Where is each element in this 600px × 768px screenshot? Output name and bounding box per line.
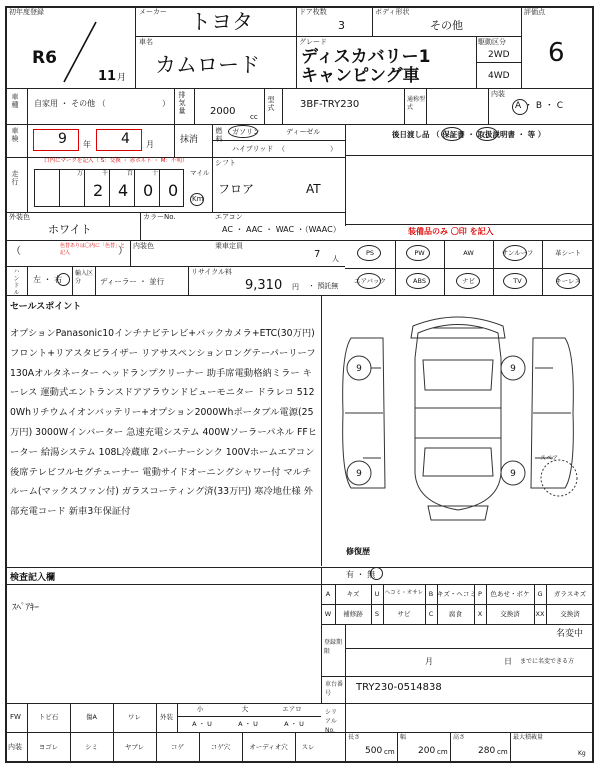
recycle-status: ・ 預託無 <box>308 282 339 290</box>
mileage-digit-2: 4 <box>118 181 129 200</box>
inspection-cancel: 抹消 <box>180 135 199 145</box>
serial-label: シリアルNo. <box>325 709 338 734</box>
drive-opt2: 4WD <box>488 71 510 81</box>
equip-airbag-circle <box>357 273 381 289</box>
inspection-month-unit: 月 <box>146 140 154 149</box>
fw-small-opts: A ・ U <box>192 720 212 728</box>
tire-mark-rl: 9 <box>356 469 362 479</box>
inspection-label: 車検 <box>11 127 19 143</box>
fw-label: FW <box>10 713 21 721</box>
equip-keyless-circle <box>556 273 580 289</box>
equip-abs: ABS <box>413 277 426 285</box>
displacement-unit: cc <box>250 113 258 121</box>
kind-label: 車種 <box>11 93 19 109</box>
legend-s-text: サビ <box>397 610 411 618</box>
legend-s-code: S <box>374 610 380 618</box>
maker-value: トヨタ <box>190 10 253 34</box>
dims-length-label: 長さ <box>348 734 361 741</box>
legend-w-text: 補修跡 <box>343 610 363 618</box>
fuel-opt3: ハイブリッド <box>232 145 274 153</box>
legend-b-code: B <box>428 590 434 598</box>
mileage-km-circle <box>190 193 204 206</box>
aircon-label: エアコン <box>215 213 243 221</box>
fw-item-tobiishi: トビ石 <box>38 713 59 721</box>
chassis-label: 車台番号 <box>325 681 344 697</box>
handle-label: ハンドル <box>12 268 19 296</box>
repair-label: 修復歴 <box>346 547 370 556</box>
mileage-digit-3: 0 <box>143 181 154 200</box>
dims-load-label: 最大積載量 <box>513 734 544 741</box>
car-diagram <box>323 298 593 528</box>
model-label: 型式 <box>267 96 275 112</box>
equip-navi-circle <box>456 273 480 289</box>
drive-opt1: 2WD <box>488 50 510 60</box>
tire-mark-fr: 9 <box>510 364 516 374</box>
dims-load-unit: Kg <box>578 750 586 757</box>
mileage-digits <box>30 166 188 210</box>
equip-tv: TV <box>513 277 522 285</box>
registration-label: 登録期限 <box>324 639 343 655</box>
capacity-unit: 人 <box>332 255 339 263</box>
equip-keyless: キーレス <box>555 277 581 285</box>
legend-u-text: ヘコミ・オサレ <box>384 590 424 596</box>
dims-width-unit: cm <box>437 748 448 756</box>
fuel-label: 燃料 <box>215 127 223 143</box>
color-value: ホワイト <box>48 223 92 236</box>
fuel-opt1: ガソリン <box>232 128 260 136</box>
in-item-audio: オーディオ穴 <box>249 743 288 751</box>
in-item-yabure: ヤブレ <box>124 743 145 751</box>
maker-label: メーカー <box>139 8 167 16</box>
registration-note: までに名変できる方 <box>520 658 575 665</box>
mileage-label: 走行 <box>11 170 19 186</box>
shift-type: AT <box>306 182 321 196</box>
color-label: 外装色 <box>9 213 30 221</box>
dims-width: 200 <box>418 746 436 756</box>
mileage-unit-sen: 千 <box>102 170 109 177</box>
mileage-unit-man: 万 <box>77 170 84 177</box>
fw-small-label: 小 <box>196 705 204 713</box>
fw-aero-label: エアロ <box>282 705 302 713</box>
inspection-year-box <box>33 129 79 151</box>
dims-length: 500 <box>365 746 383 756</box>
handle-value: 左 ・ 右 <box>33 275 63 284</box>
year-label: 初年度登録 <box>9 8 44 16</box>
dims-height-label: 高さ <box>453 734 466 741</box>
grade-line1: ディスカバリー1 <box>301 47 431 67</box>
inspection-year: 9 <box>58 131 67 147</box>
legend-p-code: P <box>478 590 482 598</box>
legend-g-code: G <box>537 590 543 598</box>
color-change-note: 色替ありは〇内に「色替」と記入 <box>60 243 126 256</box>
in-label: 内装 <box>8 743 22 751</box>
dims-width-label: 幅 <box>400 734 407 741</box>
legend-xx-text: 交換済 <box>560 610 580 618</box>
legend-x-text: 交換済 <box>500 610 520 618</box>
aircon-value: AC ・ AAC ・ WAC ・（WAAC） <box>222 225 341 234</box>
doors-value: 3 <box>338 19 345 32</box>
inspection-month-box <box>96 129 142 151</box>
equip-aw: AW <box>463 249 474 257</box>
meihen-value: 名変中 <box>556 629 584 639</box>
equip-leather: 革シート <box>555 249 581 257</box>
spare-label: スペア <box>539 455 559 462</box>
recycle-value: 9,310 <box>245 278 283 293</box>
equip-ps-circle <box>357 245 381 261</box>
grade-line2: キャンピング車 <box>301 66 420 86</box>
mileage-note: 口内にマークを記入（ S：交換 ・ 赤ボルト ・ M：不明） <box>44 158 188 164</box>
legend-xx-code: XX <box>535 610 545 618</box>
mileage-km: Km <box>192 195 204 203</box>
dims-length-unit: cm <box>384 748 395 756</box>
fw-aero-opts: A ・ U <box>284 720 304 728</box>
inspector-notes-value: ｽﾍﾟｱｷｰ <box>12 603 40 613</box>
repair-value: 有 ・ 無 <box>346 570 376 579</box>
equip-pw: PW <box>414 249 425 257</box>
registration-month: 月 <box>425 657 433 666</box>
import-label: 輸入区分 <box>75 270 94 285</box>
model-value: 3BF-TRY230 <box>300 99 360 110</box>
interior-value: A ・ B ・ C <box>515 101 564 111</box>
fuel-opt4: （ <box>278 145 285 153</box>
drive-label: 駆動区分 <box>478 38 506 46</box>
legend-a-text: キズ <box>346 590 360 598</box>
repair-none-circle <box>370 567 383 580</box>
equipment-header: 後日渡し品 （ 保証書 ・ 取扱説明書 ・ 等 ） <box>392 130 546 139</box>
in-item-kogeana: コゲ穴 <box>210 743 231 751</box>
recycle-label: リサイクル料 <box>191 268 233 276</box>
equip-sunroof-circle <box>503 245 527 261</box>
mileage-digit-4: 0 <box>168 181 179 200</box>
chassis-value: TRY230-0514838 <box>356 682 442 693</box>
dims-height-unit: cm <box>497 748 508 756</box>
equipment-title: 装備品のみ 〇印 を記入 <box>408 227 494 236</box>
car-name-value: カムロード <box>155 53 260 77</box>
capacity-label: 乗車定員 <box>215 242 243 250</box>
manual-circle <box>476 127 498 141</box>
registration-day: 日 <box>504 657 512 666</box>
interior-a-circle <box>512 99 528 115</box>
mileage-digit-1: 2 <box>93 181 104 200</box>
legend-a-code: A <box>325 590 331 598</box>
inspection-year-unit: 年 <box>83 140 91 149</box>
equip-ps: PS <box>365 249 375 257</box>
body-type-label: ボディ形状 <box>375 8 410 16</box>
tire-mark-rr: 9 <box>510 469 516 479</box>
equip-airbag: エアバック <box>354 277 386 285</box>
dims-height: 280 <box>478 746 496 756</box>
equip-pw-circle <box>406 245 430 261</box>
fw-large-opts: A ・ U <box>238 720 258 728</box>
legend-u-code: U <box>374 590 380 598</box>
shift-label: シフト <box>215 159 236 167</box>
legend-b-text: キズ・ヘコミ <box>437 590 476 598</box>
fw-ext-label: 外装 <box>160 713 173 721</box>
warranty-circle <box>441 127 463 141</box>
legend-g-text: ガラスキズ <box>553 590 587 598</box>
kind-value: 自家用 ・ その他 （ <box>34 99 106 108</box>
inspector-notes-label: 検査記入欄 <box>10 573 56 583</box>
in-item-koge: コゲ <box>171 743 184 751</box>
sales-points-text: オプションPanasonic10インチナビテレビ+バックカメラ+ETC(30万円) フロント+リアスタビライザー リアサスペンションロングテーパーリーフ 130Aオルタネーター ヘッドランプクリーナー 助手席電動格納ミラー キーレス 運動式エントランスドアアラウンドビューモニター ドラレコ 5120Whリチウムイオンバッテリー+オプション2000Whポータブル電源(25万円) 3000Wインバーター 急速充電システム 400Wソーラーパネル FFヒーター 給湯システム 108L冷蔵庫 2バーナーシンク 100Vホームエアコン 後席テレビフルセグチューナー 電動サイドオーニングシャワー付 マルチルーム(マックスファン付) ガラスコーティング済(33万円) 寒冷地仕様 外部充電コード 新車3年保証付 <box>10 328 318 518</box>
fuel-opt2: ディーゼル <box>286 128 321 136</box>
fw-item-kizu: 傷A <box>86 713 97 721</box>
score-value: 6 <box>548 38 565 68</box>
recycle-unit: 円 <box>292 283 299 291</box>
displacement-label: 排気量 <box>178 91 186 115</box>
in-item-yogore: ヨゴレ <box>38 743 59 751</box>
legend-p-text: 色あせ・ボケ <box>490 590 530 598</box>
kind-close: ） <box>162 99 170 108</box>
year-slash <box>60 20 100 84</box>
mileage-mile: マイル <box>190 169 210 177</box>
legend-c-code: C <box>428 610 434 618</box>
fuel-opt5: ） <box>330 145 337 153</box>
equip-sunroof: サンルーフ <box>501 249 534 257</box>
interior-color-label: 内装色 <box>133 242 154 250</box>
color-code-label: カラーNo. <box>143 213 176 221</box>
mileage-unit-juu: 十 <box>152 170 159 177</box>
handle-right-circle <box>57 273 70 286</box>
in-item-sure: スレ <box>301 743 315 751</box>
mileage-unit-hyaku: 百 <box>127 170 134 177</box>
in-item-shimi: シミ <box>85 743 98 751</box>
displacement-value: 2000 <box>210 106 236 117</box>
body-type-value: その他 <box>430 19 463 32</box>
inspection-month: 4 <box>121 131 130 147</box>
car-name-label: 車名 <box>139 38 153 46</box>
model-desig-label: 通称型式 <box>407 96 426 111</box>
color-paren-open: （ <box>11 246 21 257</box>
capacity-value: 7 <box>314 249 321 260</box>
equip-tv-circle <box>503 273 527 289</box>
shift-value: フロア <box>218 182 255 196</box>
year-era: R6 <box>32 48 57 68</box>
fw-item-ware: ワレ <box>128 713 141 721</box>
doors-label: ドア枚数 <box>299 8 327 16</box>
sales-points-label: セールスポイント <box>10 302 82 312</box>
score-label: 評価点 <box>524 8 545 16</box>
equip-abs-circle <box>406 273 430 289</box>
color-paren-close: ） <box>118 246 128 257</box>
legend-w-code: W <box>324 610 332 618</box>
year-month: 11 <box>98 69 117 84</box>
legend-c-text: 腐食 <box>449 610 462 618</box>
interior-label: 内装 <box>491 90 505 98</box>
import-value: ディーラー ・ 並行 <box>100 277 165 286</box>
year-month-unit: 月 <box>117 73 127 83</box>
fuel-opt1-circle <box>228 125 258 138</box>
grade-label: グレード <box>299 38 327 46</box>
equip-navi: ナビ <box>462 277 475 285</box>
tire-mark-fl: 9 <box>356 364 362 374</box>
fw-large-label: 大 <box>241 705 249 713</box>
legend-x-code: X <box>477 610 483 618</box>
